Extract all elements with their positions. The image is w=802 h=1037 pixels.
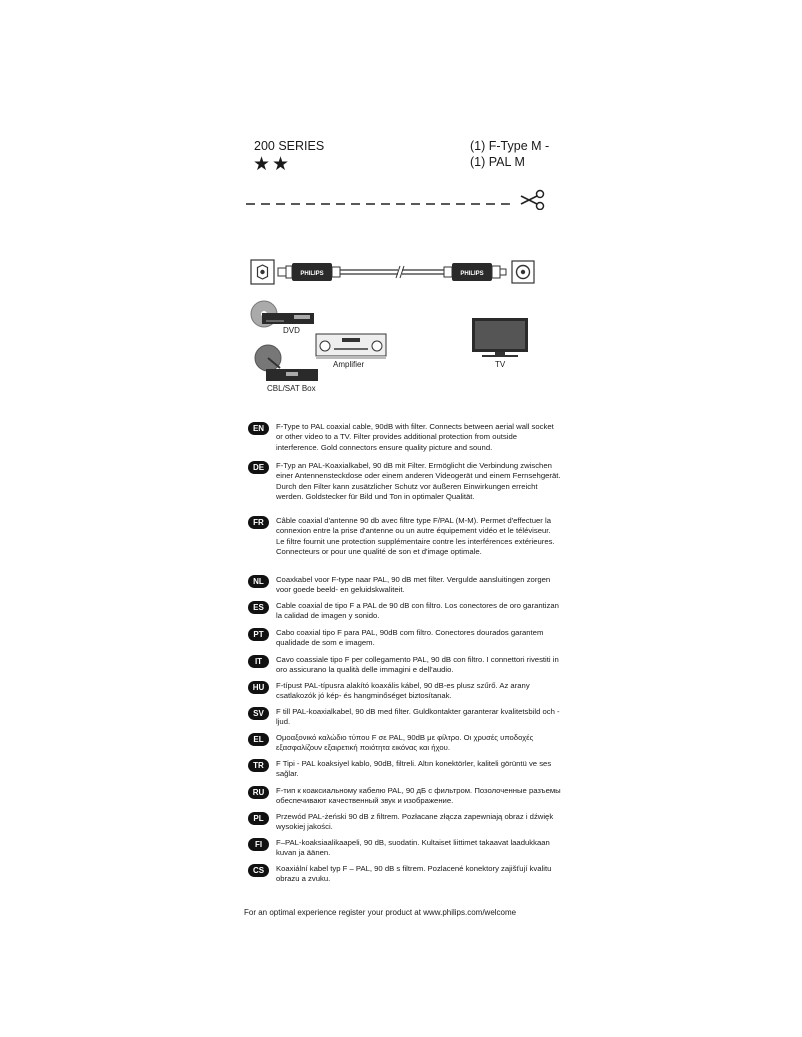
dvd-player-icon bbox=[251, 301, 314, 327]
philips-logo-right: PHILIPS bbox=[460, 271, 484, 277]
lang-badge: PT bbox=[248, 628, 269, 641]
tv-label: TV bbox=[495, 360, 506, 369]
cbl-sat-box-label: CBL/SAT Box bbox=[267, 384, 316, 393]
lang-text: Câble coaxial d'antenne 90 db avec filtre type F/PAL (M-M). Permet d'effectuer la connexion entre la prise d'antenne ou un autre équipement vidéo et le téléviseur. Le filtre fournit une protection supplémentaire contre les interférences extérieures. Connecteurs or pour une qualité de son et d'image optimale. bbox=[276, 516, 555, 556]
scissors-icon bbox=[521, 191, 544, 210]
registration-footer: For an optimal experience register your product at www.philips.com/welcome bbox=[244, 908, 517, 917]
lang-text: F–PAL-koaksiaalikaapeli, 90 dB, suodatin. Kultaiset liittimet takaavat laadukkaan kuvan ja äänen. bbox=[276, 838, 550, 858]
lang-text: Coaxkabel voor F-type naar PAL, 90 dB met filter. Vergulde aansluitingen zorgen voor goede beeld- en geluidskwaliteit. bbox=[276, 575, 551, 595]
lang-badge: RU bbox=[248, 786, 269, 799]
lang-badge: FI bbox=[248, 838, 269, 851]
lang-text: Ομοαξονικό καλώδιο τύπου F σε PAL, 90dB με φίλτρο. Οι χρυσές υποδοχές εξασφαλίζουν εξαιρετική ποιότητα εικόνας και ήχου. bbox=[276, 733, 534, 753]
lang-text: F-тип к коаксиальному кабелю PAL, 90 дБ с фильтром. Позолоченные разъемы обеспечивают качественный звук и изображение. bbox=[276, 786, 561, 806]
lang-text: Przewód PAL-żeński 90 dB z filtrem. Pozłacane złącza zapewniają obraz i dźwięk wysokiej jakości. bbox=[276, 812, 554, 832]
lang-badge: PL bbox=[248, 812, 269, 825]
connection-diagram bbox=[250, 258, 540, 408]
lang-text: F till PAL-koaxialkabel, 90 dB med filter. Guldkontakter garanterar kvalitetsbild och -ljud. bbox=[276, 707, 560, 727]
lang-badge: IT bbox=[248, 655, 269, 668]
lang-badge: EL bbox=[248, 733, 269, 746]
series-title: 200 SERIES bbox=[254, 139, 325, 153]
dvd-label: DVD bbox=[283, 326, 300, 335]
lang-badge: NL bbox=[248, 575, 269, 588]
lang-text: Cabo coaxial tipo F para PAL, 90dB com filtro. Conectores dourados garantem qualidade de som e imagem. bbox=[276, 628, 544, 648]
lang-badge: EN bbox=[248, 422, 269, 435]
lang-badge: DE bbox=[248, 461, 269, 474]
connector-type-line-1: (1) F-Type M - bbox=[470, 139, 550, 153]
lang-text: Cable coaxial de tipo F a PAL de 90 dB con filtro. Los conectores de oro garantizan la calidad de imagen y sonido. bbox=[276, 601, 559, 621]
lang-text: F-Typ an PAL-Koaxialkabel, 90 dB mit Filter. Ermöglicht die Verbindung zwischen einer Antennensteckdose oder einem anderen Videogerät und einem Fernsehgerät. Durch den Filter kann zusätzlicher Schutz vor äußeren Einwirkungen erreicht werden. Goldstecker für Bild und Ton in optimaler Qualität. bbox=[276, 461, 561, 501]
lang-badge: CS bbox=[248, 864, 269, 877]
pal-socket-icon bbox=[512, 261, 534, 283]
satellite-box-icon bbox=[255, 345, 318, 381]
philips-logo-left: PHILIPS bbox=[300, 271, 324, 277]
lang-badge: ES bbox=[248, 601, 269, 614]
lang-badge: TR bbox=[248, 759, 269, 772]
amplifier-label: Amplifier bbox=[333, 360, 365, 369]
lang-badge: HU bbox=[248, 681, 269, 694]
tv-icon bbox=[472, 318, 528, 357]
connector-type-line-2: (1) PAL M bbox=[470, 155, 525, 169]
rating-stars: ★★ bbox=[253, 154, 292, 175]
lang-text: F Tipi - PAL koaksiyel kablo, 90dB, filtreli. Altın konektörler, kaliteli görüntü ve ses sağlar. bbox=[276, 759, 552, 779]
f-type-socket-icon bbox=[251, 260, 274, 284]
lang-badge: SV bbox=[248, 707, 269, 720]
coaxial-cable-icon bbox=[340, 266, 444, 278]
lang-text: Cavo coassiale tipo F per collegamento PAL, 90 dB con filtro. I connettori rivestiti in oro assicurano la qualità delle immagini e dell'audio. bbox=[276, 655, 559, 675]
lang-text: Koaxiální kabel typ F – PAL, 90 dB s filtrem. Pozlacené konektory zajišťují kvalitu obrazu a zvuku. bbox=[276, 864, 552, 884]
lang-badge: FR bbox=[248, 516, 269, 529]
lang-text: F-típust PAL-típusra alakító koaxális kábel, 90 dB-es plusz szűrő. Az arany csatlakozók jó kép- és hangminőséget biztosítanak. bbox=[276, 681, 530, 701]
amplifier-icon bbox=[316, 334, 386, 359]
cut-line bbox=[244, 186, 550, 210]
lang-text: F-Type to PAL coaxial cable, 90dB with filter. Connects between aerial wall socket or other video to a TV. Filter provides additional protection from outside interference. Gold connectors ensure quality picture and sound. bbox=[276, 422, 554, 452]
